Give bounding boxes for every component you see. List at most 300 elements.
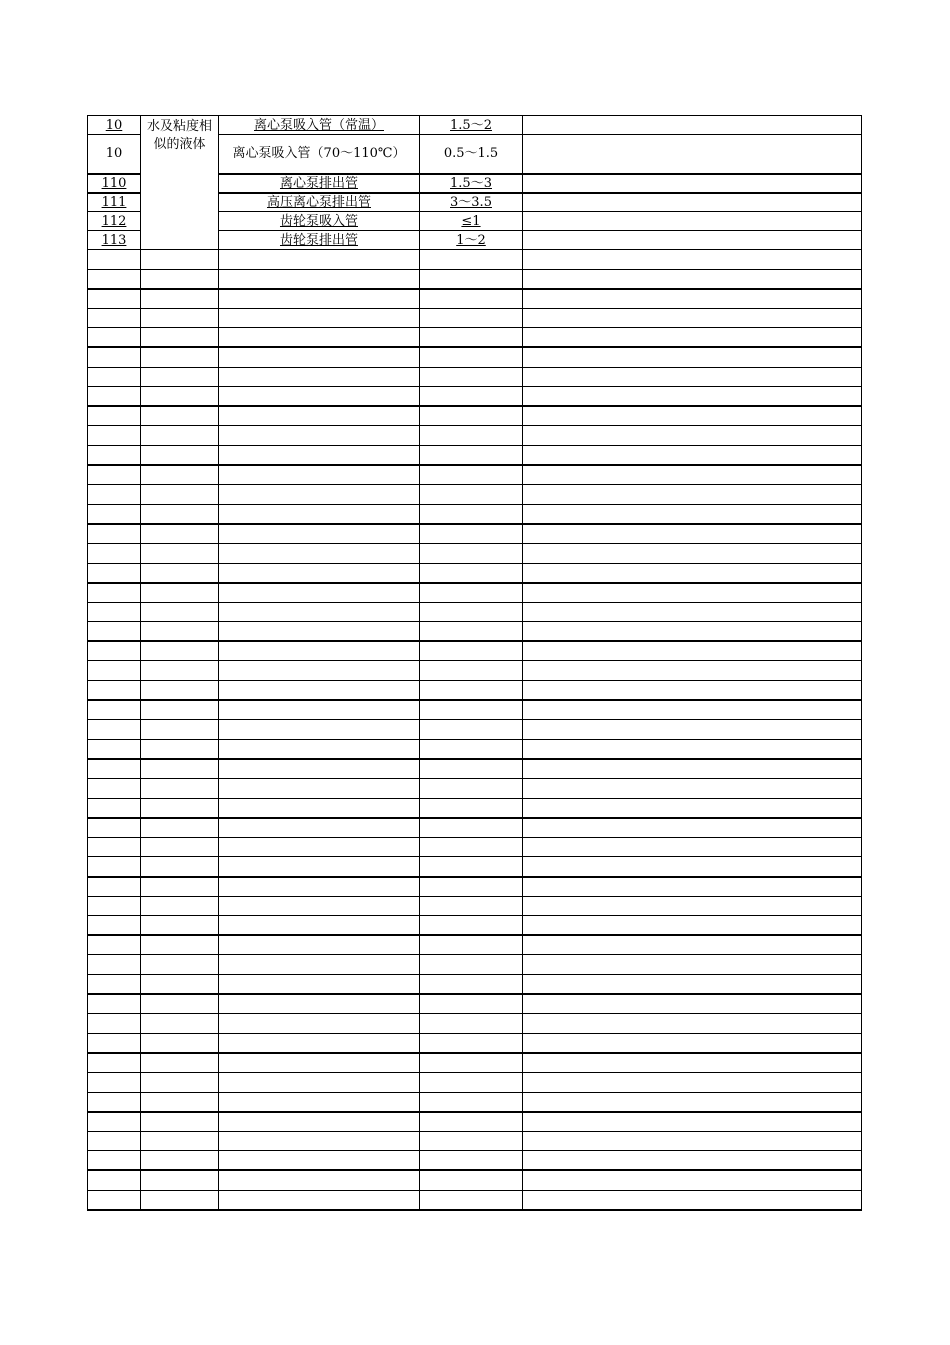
- empty-cell: [141, 347, 219, 367]
- empty-cell: [88, 524, 141, 544]
- empty-cell: [523, 700, 862, 720]
- empty-cell: [420, 426, 523, 446]
- empty-cell: [523, 916, 862, 936]
- empty-cell: [88, 602, 141, 622]
- empty-cell: [219, 1053, 420, 1073]
- empty-cell: [219, 1170, 420, 1190]
- empty-cell: [141, 465, 219, 485]
- empty-cell: [420, 347, 523, 367]
- empty-cell: [420, 328, 523, 348]
- empty-row: [88, 1112, 862, 1132]
- empty-cell: [88, 1014, 141, 1034]
- empty-cell: [523, 1190, 862, 1210]
- empty-cell: [420, 935, 523, 955]
- empty-cell: [523, 877, 862, 897]
- empty-cell: [88, 269, 141, 289]
- empty-row: [88, 543, 862, 563]
- empty-cell: [523, 681, 862, 701]
- empty-cell: [88, 622, 141, 642]
- empty-cell: [523, 837, 862, 857]
- empty-cell: [219, 661, 420, 681]
- note-cell: [523, 116, 862, 135]
- empty-cell: [88, 759, 141, 779]
- empty-cell: [141, 1053, 219, 1073]
- empty-cell: [420, 524, 523, 544]
- empty-cell: [219, 426, 420, 446]
- empty-cell: [523, 974, 862, 994]
- empty-cell: [88, 563, 141, 583]
- empty-row: [88, 583, 862, 603]
- empty-cell: [523, 1151, 862, 1171]
- empty-cell: [88, 387, 141, 407]
- empty-cell: [420, 877, 523, 897]
- empty-cell: [219, 347, 420, 367]
- empty-row: [88, 406, 862, 426]
- empty-row: [88, 1170, 862, 1190]
- empty-cell: [420, 465, 523, 485]
- description-cell: 离心泵吸入管（70～110℃）: [219, 135, 420, 174]
- empty-cell: [420, 759, 523, 779]
- empty-cell: [420, 1014, 523, 1034]
- empty-cell: [219, 739, 420, 759]
- empty-cell: [420, 406, 523, 426]
- empty-cell: [141, 602, 219, 622]
- description-cell: 离心泵吸入管（常温）: [219, 116, 420, 135]
- row-number-cell: 10: [88, 135, 141, 174]
- empty-cell: [141, 1092, 219, 1112]
- empty-row: [88, 1092, 862, 1112]
- empty-cell: [219, 504, 420, 524]
- row-number-cell: 10: [88, 116, 141, 135]
- empty-cell: [420, 250, 523, 270]
- empty-cell: [141, 935, 219, 955]
- empty-cell: [88, 406, 141, 426]
- empty-cell: [141, 250, 219, 270]
- empty-row: [88, 916, 862, 936]
- empty-cell: [523, 328, 862, 348]
- empty-cell: [141, 504, 219, 524]
- empty-row: [88, 622, 862, 642]
- empty-cell: [141, 1131, 219, 1151]
- empty-cell: [88, 700, 141, 720]
- empty-cell: [523, 739, 862, 759]
- empty-cell: [420, 289, 523, 309]
- velocity-cell: 1.5～3: [420, 174, 523, 193]
- empty-cell: [88, 445, 141, 465]
- empty-cell: [88, 994, 141, 1014]
- empty-cell: [88, 1131, 141, 1151]
- empty-cell: [523, 1053, 862, 1073]
- empty-cell: [219, 818, 420, 838]
- empty-cell: [420, 700, 523, 720]
- row-number-cell: 110: [88, 174, 141, 193]
- empty-cell: [523, 583, 862, 603]
- empty-cell: [420, 563, 523, 583]
- empty-cell: [523, 250, 862, 270]
- empty-row: [88, 387, 862, 407]
- description-cell: 齿轮泵排出管: [219, 231, 420, 250]
- empty-cell: [141, 720, 219, 740]
- empty-cell: [523, 818, 862, 838]
- empty-cell: [219, 465, 420, 485]
- empty-cell: [523, 661, 862, 681]
- empty-row: [88, 269, 862, 289]
- empty-cell: [523, 445, 862, 465]
- empty-cell: [219, 387, 420, 407]
- empty-cell: [523, 1092, 862, 1112]
- empty-cell: [219, 563, 420, 583]
- empty-cell: [141, 308, 219, 328]
- empty-cell: [219, 1131, 420, 1151]
- empty-cell: [523, 367, 862, 387]
- empty-cell: [141, 1033, 219, 1053]
- empty-row: [88, 661, 862, 681]
- empty-cell: [523, 779, 862, 799]
- empty-cell: [523, 622, 862, 642]
- empty-cell: [420, 1072, 523, 1092]
- empty-cell: [219, 857, 420, 877]
- empty-row: [88, 1053, 862, 1073]
- empty-cell: [420, 504, 523, 524]
- empty-cell: [219, 935, 420, 955]
- empty-cell: [88, 1112, 141, 1132]
- empty-cell: [88, 1053, 141, 1073]
- empty-cell: [420, 485, 523, 505]
- empty-row: [88, 602, 862, 622]
- empty-row: [88, 1151, 862, 1171]
- empty-cell: [88, 583, 141, 603]
- empty-row: [88, 798, 862, 818]
- empty-row: [88, 347, 862, 367]
- empty-cell: [420, 543, 523, 563]
- empty-cell: [88, 1072, 141, 1092]
- empty-cell: [523, 602, 862, 622]
- empty-row: [88, 818, 862, 838]
- empty-row: [88, 739, 862, 759]
- empty-cell: [219, 308, 420, 328]
- empty-cell: [141, 289, 219, 309]
- empty-row: [88, 681, 862, 701]
- empty-cell: [523, 955, 862, 975]
- empty-cell: [420, 896, 523, 916]
- empty-row: [88, 485, 862, 505]
- empty-cell: [420, 681, 523, 701]
- empty-cell: [141, 543, 219, 563]
- empty-cell: [141, 524, 219, 544]
- empty-cell: [141, 759, 219, 779]
- empty-cell: [420, 1112, 523, 1132]
- empty-cell: [141, 818, 219, 838]
- empty-cell: [88, 661, 141, 681]
- empty-cell: [141, 1112, 219, 1132]
- empty-cell: [219, 583, 420, 603]
- empty-cell: [141, 563, 219, 583]
- empty-cell: [141, 681, 219, 701]
- empty-cell: [523, 347, 862, 367]
- empty-cell: [219, 700, 420, 720]
- empty-cell: [88, 1151, 141, 1171]
- empty-cell: [141, 994, 219, 1014]
- empty-cell: [141, 328, 219, 348]
- empty-cell: [88, 818, 141, 838]
- empty-row: [88, 955, 862, 975]
- empty-cell: [523, 641, 862, 661]
- empty-cell: [420, 1053, 523, 1073]
- empty-row: [88, 563, 862, 583]
- empty-cell: [219, 1190, 420, 1210]
- note-cell: [523, 135, 862, 174]
- empty-cell: [219, 328, 420, 348]
- empty-cell: [219, 1072, 420, 1092]
- row-number-cell: 112: [88, 212, 141, 231]
- empty-cell: [88, 308, 141, 328]
- empty-cell: [88, 543, 141, 563]
- empty-cell: [420, 641, 523, 661]
- velocity-cell: 3～3.5: [420, 193, 523, 212]
- empty-cell: [141, 857, 219, 877]
- empty-cell: [141, 798, 219, 818]
- table-row: [88, 116, 862, 135]
- velocity-cell: ≤1: [420, 212, 523, 231]
- empty-row: [88, 524, 862, 544]
- empty-cell: [219, 269, 420, 289]
- empty-cell: [219, 602, 420, 622]
- empty-cell: [219, 896, 420, 916]
- description-cell: 齿轮泵吸入管: [219, 212, 420, 231]
- empty-cell: [219, 367, 420, 387]
- empty-cell: [420, 308, 523, 328]
- empty-cell: [141, 641, 219, 661]
- empty-cell: [88, 641, 141, 661]
- empty-cell: [219, 250, 420, 270]
- empty-cell: [523, 1072, 862, 1092]
- empty-cell: [219, 779, 420, 799]
- empty-cell: [523, 759, 862, 779]
- empty-cell: [141, 485, 219, 505]
- empty-cell: [88, 857, 141, 877]
- empty-cell: [88, 347, 141, 367]
- empty-cell: [420, 994, 523, 1014]
- empty-row: [88, 759, 862, 779]
- empty-row: [88, 896, 862, 916]
- empty-cell: [141, 445, 219, 465]
- note-cell: [523, 231, 862, 250]
- empty-cell: [88, 504, 141, 524]
- empty-cell: [420, 445, 523, 465]
- empty-cell: [141, 974, 219, 994]
- empty-cell: [420, 269, 523, 289]
- empty-cell: [219, 1112, 420, 1132]
- empty-cell: [88, 877, 141, 897]
- empty-cell: [523, 1170, 862, 1190]
- empty-cell: [523, 935, 862, 955]
- empty-cell: [420, 798, 523, 818]
- velocity-cell: 1～2: [420, 231, 523, 250]
- empty-row: [88, 837, 862, 857]
- empty-cell: [88, 896, 141, 916]
- empty-row: [88, 641, 862, 661]
- empty-cell: [523, 504, 862, 524]
- empty-cell: [141, 1072, 219, 1092]
- empty-cell: [420, 1033, 523, 1053]
- empty-cell: [523, 289, 862, 309]
- empty-cell: [420, 1092, 523, 1112]
- empty-row: [88, 465, 862, 485]
- empty-row: [88, 1131, 862, 1151]
- empty-cell: [141, 406, 219, 426]
- empty-cell: [523, 269, 862, 289]
- empty-cell: [523, 1033, 862, 1053]
- empty-row: [88, 1072, 862, 1092]
- empty-cell: [219, 837, 420, 857]
- empty-cell: [141, 367, 219, 387]
- empty-cell: [141, 779, 219, 799]
- empty-cell: [219, 1151, 420, 1171]
- empty-row: [88, 504, 862, 524]
- empty-cell: [141, 661, 219, 681]
- empty-row: [88, 250, 862, 270]
- empty-cell: [219, 524, 420, 544]
- empty-cell: [219, 759, 420, 779]
- empty-cell: [88, 328, 141, 348]
- empty-cell: [88, 837, 141, 857]
- empty-cell: [88, 289, 141, 309]
- empty-cell: [88, 916, 141, 936]
- empty-cell: [523, 798, 862, 818]
- empty-cell: [420, 779, 523, 799]
- empty-cell: [141, 700, 219, 720]
- description-cell: 高压离心泵排出管: [219, 193, 420, 212]
- empty-row: [88, 935, 862, 955]
- empty-cell: [141, 622, 219, 642]
- empty-row: [88, 445, 862, 465]
- empty-cell: [420, 916, 523, 936]
- empty-cell: [420, 1190, 523, 1210]
- empty-cell: [523, 896, 862, 916]
- empty-cell: [88, 426, 141, 446]
- velocity-cell: 1.5～2: [420, 116, 523, 135]
- empty-cell: [219, 1092, 420, 1112]
- empty-cell: [141, 1014, 219, 1034]
- empty-cell: [88, 955, 141, 975]
- empty-cell: [88, 974, 141, 994]
- empty-cell: [88, 1033, 141, 1053]
- empty-cell: [88, 779, 141, 799]
- empty-cell: [141, 387, 219, 407]
- empty-cell: [523, 524, 862, 544]
- empty-cell: [523, 387, 862, 407]
- empty-cell: [420, 739, 523, 759]
- empty-cell: [523, 994, 862, 1014]
- empty-cell: [88, 720, 141, 740]
- empty-cell: [141, 739, 219, 759]
- velocity-cell: 0.5～1.5: [420, 135, 523, 174]
- empty-cell: [420, 622, 523, 642]
- note-cell: [523, 174, 862, 193]
- empty-cell: [219, 641, 420, 661]
- medium-cell: 水及粘度相似的液体: [141, 116, 219, 250]
- empty-cell: [420, 387, 523, 407]
- empty-row: [88, 994, 862, 1014]
- empty-cell: [219, 877, 420, 897]
- empty-cell: [420, 367, 523, 387]
- empty-cell: [141, 269, 219, 289]
- empty-cell: [88, 1190, 141, 1210]
- empty-cell: [219, 622, 420, 642]
- empty-cell: [88, 485, 141, 505]
- empty-cell: [219, 1033, 420, 1053]
- empty-cell: [141, 896, 219, 916]
- empty-cell: [88, 739, 141, 759]
- empty-cell: [420, 857, 523, 877]
- empty-cell: [420, 955, 523, 975]
- empty-row: [88, 308, 862, 328]
- empty-cell: [219, 974, 420, 994]
- empty-cell: [523, 1131, 862, 1151]
- empty-cell: [523, 1014, 862, 1034]
- empty-cell: [141, 916, 219, 936]
- empty-cell: [523, 426, 862, 446]
- empty-cell: [219, 445, 420, 465]
- empty-cell: [141, 1151, 219, 1171]
- empty-cell: [420, 602, 523, 622]
- empty-cell: [219, 543, 420, 563]
- note-cell: [523, 193, 862, 212]
- empty-cell: [219, 485, 420, 505]
- empty-cell: [219, 994, 420, 1014]
- note-cell: [523, 212, 862, 231]
- empty-cell: [141, 1190, 219, 1210]
- empty-row: [88, 1014, 862, 1034]
- empty-cell: [219, 916, 420, 936]
- empty-cell: [88, 465, 141, 485]
- empty-row: [88, 426, 862, 446]
- empty-cell: [141, 583, 219, 603]
- empty-row: [88, 877, 862, 897]
- empty-cell: [219, 406, 420, 426]
- empty-row: [88, 857, 862, 877]
- empty-cell: [141, 837, 219, 857]
- empty-row: [88, 720, 862, 740]
- empty-cell: [88, 1170, 141, 1190]
- empty-cell: [219, 681, 420, 701]
- empty-cell: [523, 485, 862, 505]
- row-number-cell: 111: [88, 193, 141, 212]
- empty-cell: [88, 798, 141, 818]
- empty-row: [88, 700, 862, 720]
- empty-cell: [420, 818, 523, 838]
- empty-row: [88, 289, 862, 309]
- empty-cell: [420, 1131, 523, 1151]
- empty-cell: [523, 563, 862, 583]
- empty-cell: [88, 935, 141, 955]
- empty-cell: [219, 798, 420, 818]
- empty-cell: [141, 426, 219, 446]
- empty-cell: [141, 877, 219, 897]
- empty-cell: [219, 720, 420, 740]
- empty-cell: [420, 1151, 523, 1171]
- empty-row: [88, 367, 862, 387]
- empty-cell: [420, 1170, 523, 1190]
- pipe-velocity-table: [87, 115, 862, 1211]
- empty-cell: [523, 543, 862, 563]
- row-number-cell: 113: [88, 231, 141, 250]
- empty-cell: [420, 583, 523, 603]
- empty-cell: [420, 974, 523, 994]
- empty-cell: [219, 1014, 420, 1034]
- empty-row: [88, 974, 862, 994]
- empty-cell: [523, 857, 862, 877]
